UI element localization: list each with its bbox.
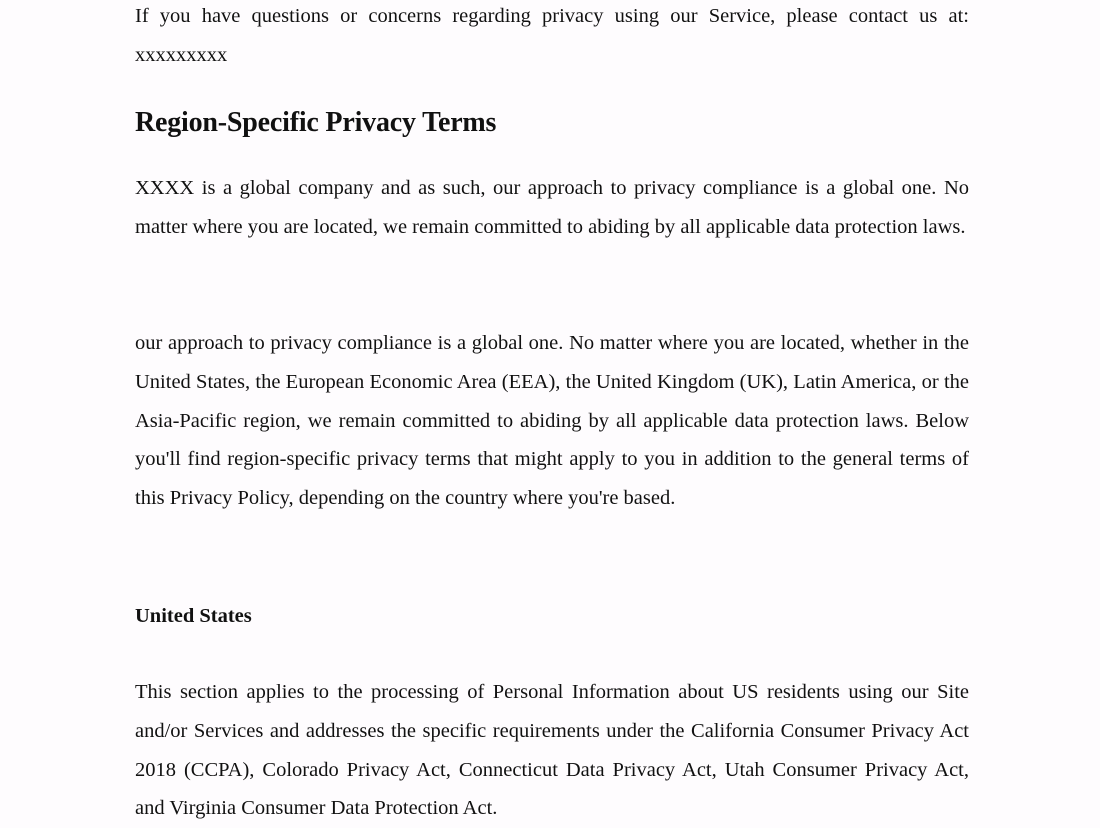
approach-paragraph: our approach to privacy compliance is a global one. No matter where you are located, whether in the United States, the European Economic Area (EEA), the United Kingdom (UK), Latin America, or the Asia-Pacific region, we remain committed to abiding by all applicable data protection laws. Below you'll find region-specific privacy terms that might apply to you in addition to the general terms of this Privacy Policy, depending on the country where you're based. (135, 332, 969, 510)
section-title: Region-Specific Privacy Terms (135, 107, 497, 138)
intro-paragraph: XXXX is a global company and as such, our approach to privacy compliance is a global one. No matter where you are located, we remain committed to abiding by all applicable data protection laws. (135, 177, 969, 238)
subsection-title: United States (135, 605, 252, 627)
contact-paragraph: If you have questions or concerns regarding privacy using our Service, please contact us at: xxxxxxxxx (135, 5, 969, 66)
us-paragraph: This section applies to the processing of Personal Information about US residents using our Site and/or Services and addresses the specific requirements under the California Consumer Privacy Act 2018 (CCPA), Colorado Privacy Act, Connecticut Data Privacy Act, Utah Consumer Privacy Act, and Virginia Consumer Data Protection Act. (135, 681, 969, 820)
